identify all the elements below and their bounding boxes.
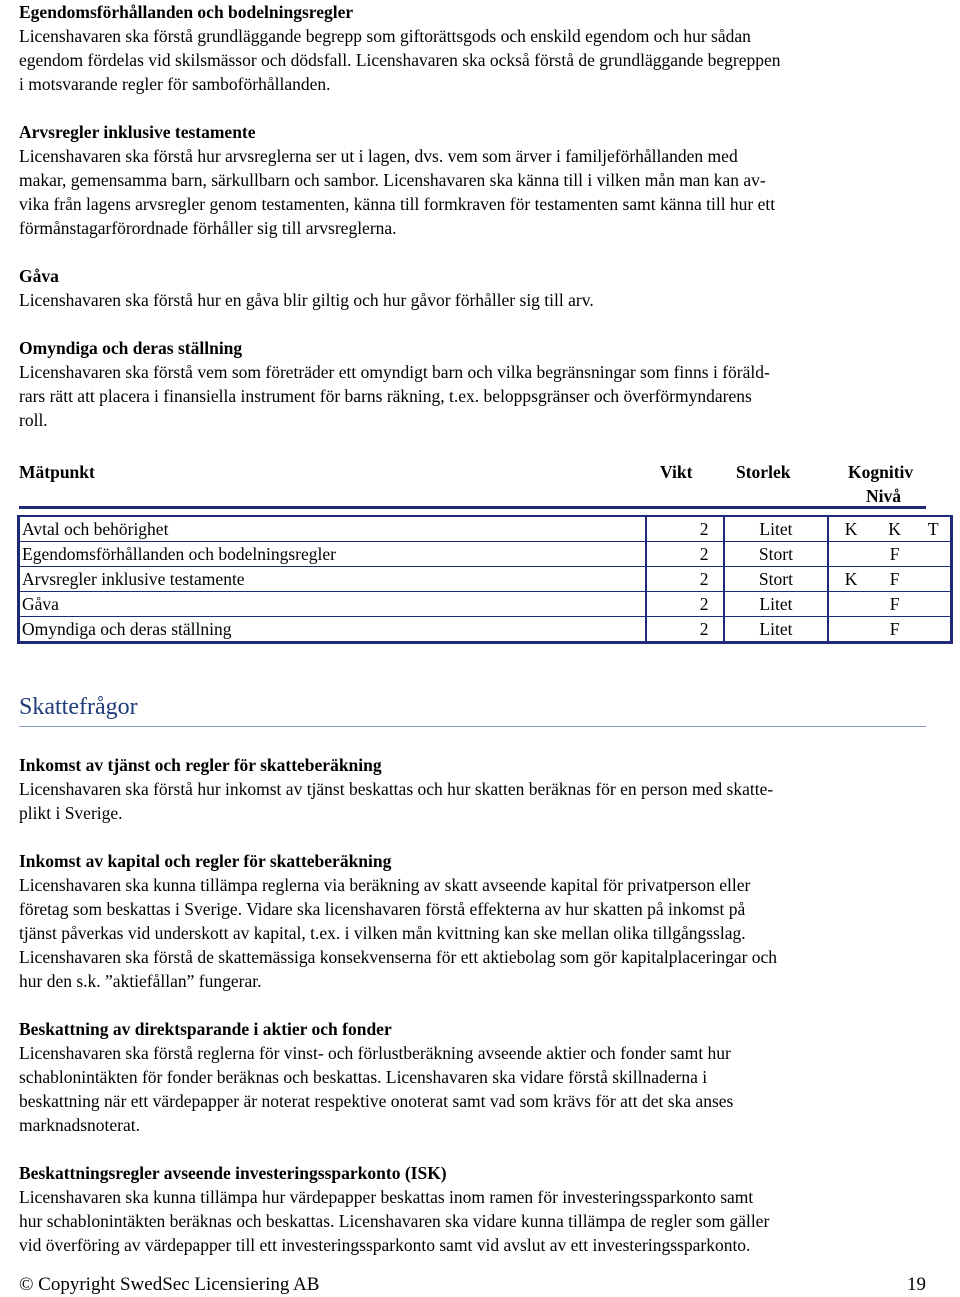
paragraph-line: Licenshavaren ska förstå hur arvsreglerna ser ut i lagen, dvs. vem som ärver i familjeförhållanden med <box>19 146 738 166</box>
paragraph-line: roll. <box>19 410 48 430</box>
row-kog-3 <box>916 617 951 643</box>
paragraph-line: egendom fördelas vid skilsmässor och dödsfall. Licenshavaren ska också förstå de grundläggande begreppen <box>19 50 781 70</box>
table-row <box>19 617 952 643</box>
paragraph-line: rars rätt att placera i finansiella instrument för barns räkning, t.ex. beloppsgränser och överförmyndarens <box>19 386 752 406</box>
measurement-table <box>17 515 953 644</box>
section-direktsparande <box>19 1017 926 1137</box>
paragraph-line: i motsvarande regler för samboförhållanden. <box>19 74 331 94</box>
section-heading: Beskattningsregler avseende investeringssparkonto (ISK) <box>19 1163 447 1183</box>
row-kog-2: F <box>873 592 917 617</box>
header-matpunkt: Mätpunkt <box>19 462 95 482</box>
section-heading: Arvsregler inklusive testamente <box>19 122 256 142</box>
row-name: Omyndiga och deras ställning <box>19 617 647 643</box>
section-arvsregler <box>19 120 926 240</box>
page-footer <box>19 1273 926 1297</box>
table-row <box>19 592 952 617</box>
paragraph-line: Licenshavaren ska förstå hur en gåva blir giltig och hur gåvor förhåller sig till arv. <box>19 290 594 310</box>
paragraph-line: hur schablonintäkten beräknas och beskattas. Licenshavaren ska vidare kunna tillämpa de regler som gäller <box>19 1211 770 1231</box>
paragraph-line: beskattning när ett värdepapper är noterat respektive onoterat samt vad som krävs för att det ska anses <box>19 1091 734 1111</box>
table-row <box>19 516 952 542</box>
paragraph-line: företag som beskattas i Sverige. Vidare ska licenshavaren förstå effekterna av hur skatten på inkomst på <box>19 899 746 919</box>
section-isk <box>19 1161 926 1257</box>
section-heading: Gåva <box>19 266 59 286</box>
paragraph-line: Licenshavaren ska förstå reglerna för vinst- och förlustberäkning avseende aktier och fonder samt hur <box>19 1043 731 1063</box>
header-kognitiv: Kognitiv <box>848 462 914 482</box>
paragraph-line: Licenshavaren ska förstå hur inkomst av tjänst beskattas och hur skatten beräknas för en person med skatte- <box>19 779 774 799</box>
row-kog-1 <box>828 617 873 643</box>
row-storlek: Stort <box>724 567 829 592</box>
paragraph-line: schablonintäkten för fonder beräknas och beskattas. Licenshavaren ska vidare förstå skillnaderna i <box>19 1067 708 1087</box>
row-vikt: 2 <box>646 542 723 567</box>
row-kog-3 <box>916 592 951 617</box>
row-kog-3 <box>916 567 951 592</box>
header-vikt: Vikt <box>660 462 693 482</box>
paragraph-line: hur den s.k. ”aktiefållan” fungerar. <box>19 971 262 991</box>
paragraph-line: makar, gemensamma barn, särkullbarn och sambor. Licenshavaren ska känna till i vilken mån man kan av- <box>19 170 766 190</box>
row-kog-1 <box>828 592 873 617</box>
paragraph-line: vid överföring av värdepapper till ett investeringssparkonto samt vid avslut av ett investeringssparkonto. <box>19 1235 751 1255</box>
row-kog-1: K <box>828 567 873 592</box>
row-vikt: 2 <box>646 516 723 542</box>
row-name: Arvsregler inklusive testamente <box>19 567 647 592</box>
row-vikt: 2 <box>646 592 723 617</box>
paragraph-line: Licenshavaren ska förstå grundläggande begrepp som giftorättsgods och enskild egendom och hur sådan <box>19 26 751 46</box>
paragraph-line: vika från lagens arvsregler genom testamenten, känna till formkraven för testamenten samt känna till hur ett <box>19 194 776 214</box>
row-vikt: 2 <box>646 567 723 592</box>
section-omyndiga <box>19 336 926 432</box>
paragraph-line: plikt i Sverige. <box>19 803 123 823</box>
row-kog-3 <box>916 542 951 567</box>
row-name: Egendomsförhållanden och bodelningsregler <box>19 542 647 567</box>
section-inkomst-tjanst <box>19 753 926 825</box>
document-page <box>19 0 939 1257</box>
paragraph-line: Licenshavaren ska förstå de skattemässiga konsekvenserna för ett aktiebolag som gör kapitalplaceringar och <box>19 947 778 967</box>
section-heading: Inkomst av tjänst och regler för skatteberäkning <box>19 755 382 775</box>
section-inkomst-kapital <box>19 849 926 993</box>
section-egendom <box>19 0 926 96</box>
table-row <box>19 567 952 592</box>
paragraph-line: Licenshavaren ska förstå vem som företräder ett omyndigt barn och vilka begränsningar som finns i föräld- <box>19 362 770 382</box>
row-storlek: Stort <box>724 542 829 567</box>
row-name: Gåva <box>19 592 647 617</box>
paragraph-line: Licenshavaren ska kunna tillämpa reglerna via beräkning av skatt avseende kapital för privatperson eller <box>19 875 751 895</box>
section-gava <box>19 264 926 312</box>
row-kog-2: F <box>873 542 917 567</box>
header-storlek: Storlek <box>736 462 791 482</box>
paragraph-line: Licenshavaren ska kunna tillämpa hur värdepapper beskattas inom ramen för investeringssparkonto samt <box>19 1187 754 1207</box>
row-name: Avtal och behörighet <box>19 516 647 542</box>
row-storlek: Litet <box>724 592 829 617</box>
section-title-skattefragor: Skattefrågor <box>19 692 926 727</box>
page-number: 19 <box>907 1274 926 1295</box>
row-storlek: Litet <box>724 617 829 643</box>
row-kog-1: K <box>828 516 873 542</box>
row-kog-2: K <box>873 516 917 542</box>
paragraph-line: tjänst påverkas vid underskott av kapital, t.ex. i vilken mån kvittning kan ske mellan olika tillgångsslag. <box>19 923 746 943</box>
row-vikt: 2 <box>646 617 723 643</box>
table-header <box>19 456 926 509</box>
row-storlek: Litet <box>724 516 829 542</box>
paragraph-line: marknadsnoterat. <box>19 1115 140 1135</box>
row-kog-2: F <box>873 617 917 643</box>
row-kog-3: T <box>916 516 951 542</box>
header-niva: Nivå <box>866 486 901 506</box>
table-row <box>19 542 952 567</box>
section-heading: Omyndiga och deras ställning <box>19 338 243 358</box>
copyright-text: © Copyright SwedSec Licensiering AB <box>19 1274 320 1295</box>
paragraph-line: förmånstagarförordnade förhåller sig till arvsreglerna. <box>19 218 397 238</box>
section-heading: Inkomst av kapital och regler för skatteberäkning <box>19 851 392 871</box>
section-heading: Egendomsförhållanden och bodelningsregler <box>19 2 354 22</box>
row-kog-1 <box>828 542 873 567</box>
section-heading: Beskattning av direktsparande i aktier och fonder <box>19 1019 392 1039</box>
row-kog-2: F <box>873 567 917 592</box>
